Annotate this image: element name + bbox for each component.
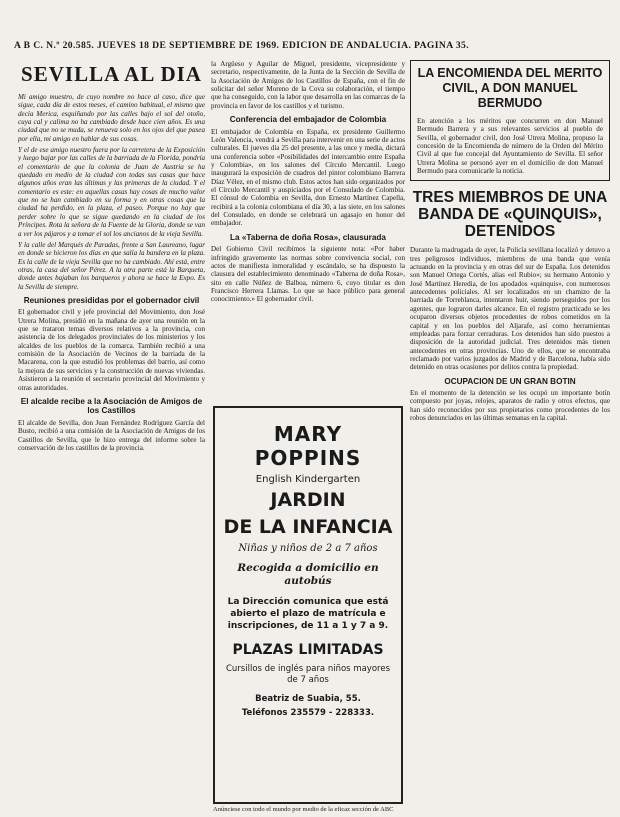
ad-subtitle: English Kindergarten bbox=[255, 474, 361, 485]
ad-jardin-line1: JARDIN bbox=[270, 489, 346, 511]
encomienda-body: En atención a los méritos que concurren en don Manuel Bermudo Barrera y a sus relevantes servicios al pueblo de Sevilla, el gobernador civil, don José Utrera Molina, propuso la concesión de la Encomienda de número de la Orden del Mérito Civil al que fue concejal del Ayuntamiento de Sevilla. El señor Utrera Molina se personó ayer en el domicilio de don Manuel Bermudo para comunicarle la noticia. bbox=[417, 117, 603, 176]
section-head-gobernador: Reuniones presididas por el gobernador civil bbox=[23, 295, 200, 305]
column-middle bbox=[211, 60, 405, 400]
section-body-botin: En el momento de la detención se les ocupó un importante botín compuesto por joyas, relojes, aparatos de radio y otros efectos, que han sido reconocidos por sus propietarios como procedentes de los robos denunciados en las últimas semanas en la capital. bbox=[410, 389, 610, 423]
section-body-gobernador: El gobernador civil y jefe provincial del Movimiento, don José Utrera Molina, presidió en la mañana de ayer una reunión en la que se trataron temas diversos relativos a la provincia, con asistencia de los delegados provinciales de los ministerios y los alcaldes de los pueblos de la comarca. También recibió a una comisión de la Asociación de Vecinos de la barriada de la Macarena, con la que estudió los problemas del barrio, así como la mejora de sus servicios y la construcción de nuevas viviendas. Asistieron a la reunión el secretario provincial del Movimiento y otras autoridades. bbox=[18, 308, 205, 392]
sevilla-al-dia-title: SEVILLA AL DIA bbox=[21, 62, 202, 86]
section-head-taberna: La «Taberna de doña Rosa», clausurada bbox=[230, 232, 386, 242]
section-body-embajador: El embajador de Colombia en España, ex presidente Guillermo León Valencia, vendrá a Sevilla para intervenir en una serie de actos culturales. El jueves día 25 del presente, a las once y media, dictará una conferencia sobre «Posibilidades del intercambio entre España y Colombia», en los salones del Círculo Mercantil. Luego inaugurará la exposición de cuadros del pintor colombiano Barrera Díaz Vélez, en el mismo club. Estos actos han sido organizados por el Círculo Mercantil y auspiciados por el Consulado de Colombia. El cónsul de Colombia en Sevilla, don Ernesto Martínez Capella, recibirá a la colonia colombiana el día 30, a las siete, en los salones del Consulado, en donde se celebrará un agasajo en honor del embajador. bbox=[211, 127, 405, 228]
page-header: A B C. N.º 20.585. JUEVES 18 DE SEPTIEMBRE DE 1969. EDICION DE ANDALUCIA. PAGINA 35. bbox=[14, 40, 470, 51]
column-left bbox=[18, 60, 205, 808]
ad-direction: La Dirección comunica que está abierto el plazo de matrícula e inscripciones, de 11 a 1 y 7 a 9. bbox=[227, 597, 389, 631]
ad-address: Beatriz de Suabia, 55. bbox=[255, 694, 361, 704]
mary-poppins-ad bbox=[213, 406, 403, 804]
section-head-embajador: Conferencia del embajador de Colombia bbox=[229, 115, 387, 125]
encomienda-title: LA ENCOMIENDA DEL MERITO CIVIL, A DON MANUEL BERMUDO bbox=[417, 66, 603, 110]
ad-pickup: Recogida a domicilio en autobús bbox=[237, 562, 379, 587]
ad-phones: Teléfonos 235579 - 228333. bbox=[241, 708, 375, 718]
section-head-alcalde: El alcalde recibe a la Asociación de Amigos de los Castillos bbox=[20, 396, 203, 416]
ad-ages: Niñas y niños de 2 a 7 años bbox=[238, 543, 378, 554]
encomienda-box bbox=[410, 60, 610, 181]
section-body-taberna: Del Gobierno Civil recibimos la siguiente nota: «Por haber infringido gravemente las normas sobre convivencia social, con actos de manifiesta inmoralidad y escándalo, se ha dispuesto la clausura del establecimiento denominado «Taberna de doña Rosa», sito en calle Núñez de Balboa, número 6, cuyo titular es don Francisco Herrera Llamas. Lo que se hace público para general conocimiento.» El gobernador civil. bbox=[211, 245, 405, 304]
section-head-botin: OCUPACION DE UN GRAN BOTIN bbox=[444, 376, 576, 386]
abc-footer-note: Anúnciese con todo el mundo por medio de la eficaz sección de ABC bbox=[213, 806, 394, 813]
ad-cursillos: Cursillos de inglés para niños mayores de 7 años bbox=[225, 664, 390, 685]
paragraph-3: Y la calle del Marqués de Paradas, frente a San Laureano, lugar en donde se hicieron los días en que salía la bandera en la plaza. Es la calle de la vieja Sevilla que no ha cambiado. Ahí está, entre otras, la casa del señor Pérez. A la otra parte está la Barqueta, donde antes bajaban los barqueros y ahora se hace la Expo. Es la Sevilla de siempre. bbox=[18, 240, 205, 291]
paragraph-2: Y el de ese amigo nuestro fuera por la carretera de la Exposición y luego bajar por las calles de la barriada de la Florida, pondría el comentario de que la colonia de Juan de Austria se ha quedado en medio de la ciudad con todas sus casas que hace algunos años eran las últimas y las primeras de la ciudad. Y el comentario es este: en aquellas casas hay cosas de mucho valor que no se han cambiado en su forma y en otras cosas que la ciudad ha perdido, en la plaza, el paseo. Porque no hay que perder sobre lo que se sigue quedando en la ciudad de los Príncipes. Rota la señora de la Fuente de la Gloria, donde se van a ver los pájaros y a tomar el sol los ancianos de la vieja Sevilla. bbox=[18, 146, 205, 238]
column-right bbox=[410, 60, 610, 810]
quinquis-body: Durante la madrugada de ayer, la Policía sevillana localizó y detuvo a tres peligrosos individuos, miembros de una banda que venía actuando en la provincia y en otras del sur de España. Los detenidos son Manuel Ortega Cortés, alias «el Rubio»; su hermano Antonio y José Martínez Heredia, de los apodados «quinquis», con numerosos antecedentes policiales. Al ser localizados en un chamizo de la barriada de Torreblanca, intentaron huir, siendo perseguidos por los agentes, que lograron darles alcance. En el registro practicado se les ocuparon diversos objetos procedentes de robos cometidos en la capital y en los pueblos del Aljarafe, así como herramientas empleadas para forzar cerraduras. Los detenidos han sido puestos a disposición de la autoridad judicial. Tres detenidos más tienen antecedentes en otras provincias. Uno de ellos, que se encontraba reclamado por varios juzgados de Madrid y de Barcelona, había sido detenido en otras ocasiones por delitos contra la propiedad. bbox=[410, 246, 610, 372]
castillos-paragraph: la Argüeso y Aguilar de Miguel, presidente, vicepresidente y secretario, respectivamente, de la Junta de la Sección de Sevilla de la Asociación de Amigos de los Castillos de España, con el fin de solicitar del señor Moreno de la Cova su colaboración, el tiempo que ha conseguido, con la labor que desarrolla en las comarcas de la provincia en favor de los castillos y el turismo. bbox=[211, 60, 405, 110]
intro-paragraph: Mi amigo muestro, de cuyo nombre no hace al caso, dice que sigue, cada día de estos meses, el camino habitual, el mismo que decía Merica, esquiñando por las calles bajo el sol del otoño, cuya cal y calima no ha cambiado desde hace cien años. Es una ciudad que no se muda, se renueva solo en los ojos del que pasea por ella, mi amigo en hablar de sus cosas. bbox=[18, 93, 205, 143]
ad-title: MARY POPPINS bbox=[254, 422, 362, 470]
ad-plazas: PLAZAS LIMITADAS bbox=[232, 642, 384, 658]
section-body-alcalde: El alcalde de Sevilla, don Juan Fernández Rodríguez García del Busto, recibió a una comisión de la Asociación de Amigos de los Castillos de Sevilla, que le hizo entrega del informe sobre la conservación de los castillos de la provincia. bbox=[18, 418, 205, 452]
ad-jardin-line2: DE LA INFANCIA bbox=[223, 516, 393, 538]
quinquis-headline: TRES MIEMBROS DE UNA BANDA DE «QUINQUIS», DETENIDOS bbox=[412, 189, 608, 241]
